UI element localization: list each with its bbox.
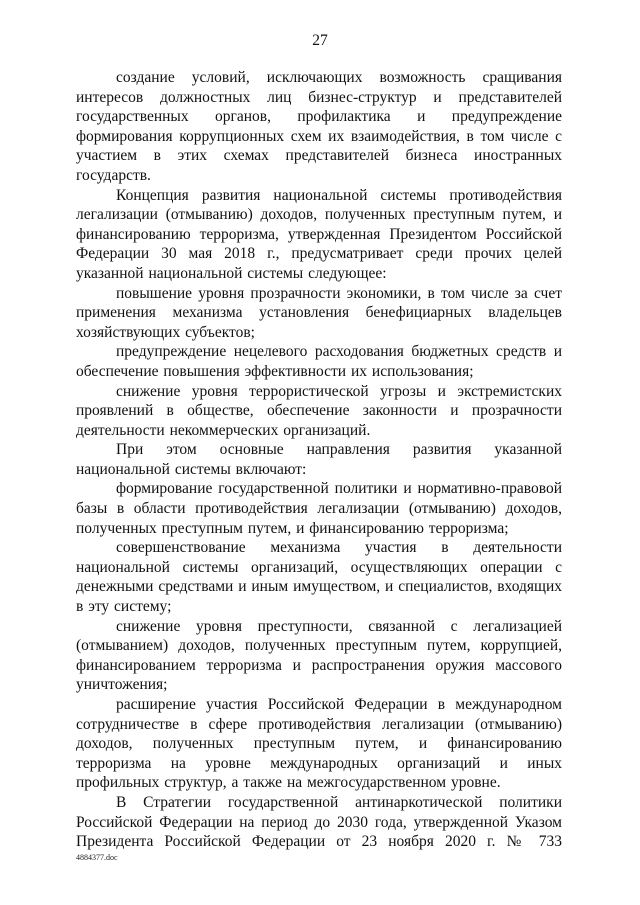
paragraph: расширение участия Российской Федерации в международном сотрудничестве в сфере противодействия легализации (отмыванию) доходов, полученных преступным путем, и финансированию терроризма на уровне международных организаций и иных профильных структур, а также на межгосударственном уровне. — [76, 696, 562, 792]
paragraph: снижение уровня террористической угрозы и экстремистских проявлений в обществе, обеспечение законности и прозрачности деятельности некоммерческих организаций. — [76, 382, 562, 439]
paragraph: В Стратегии государственной антинаркотической политики Российской Федерации на период до 2030 года, утвержденной Указом Президента Российской Федерации от 23 ноября 2020 г. № 733 — [76, 793, 562, 851]
paragraph: снижение уровня преступности, связанной с легализацией (отмыванием) доходов, полученных преступным путем, коррупцией, финансированием терроризма и распространения оружия массового уничтожения; — [76, 617, 562, 694]
paragraph: совершенствование механизма участия в деятельности национальной системы организаций, осуществляющих операции с денежными средствами и иным имуществом, и специалистов, входящих в эту систему; — [76, 539, 562, 616]
document-body — [76, 68, 562, 852]
page-number: 27 — [312, 32, 328, 49]
paragraph: формирование государственной политики и нормативно-правовой базы в области противодействия легализации (отмыванию) доходов, полученных преступным путем, и финансированию терроризма; — [76, 480, 562, 537]
paragraph: повышение уровня прозрачности экономики, в том числе за счет применения механизма установления бенефициарных владельцев хозяйствующих субъектов; — [76, 284, 562, 341]
footer-filename: 4884377.doc — [76, 853, 118, 862]
paragraph: предупреждение нецелевого расходования бюджетных средств и обеспечение повышения эффективности их использования; — [76, 343, 562, 380]
paragraph: Концепция развития национальной системы противодействия легализации (отмыванию) доходов, полученных преступным путем, и финансированию терроризма, утвержденная Президентом Российской Федерации 30 мая 2018 г., предусматривает среди прочих целей указанной национальной системы следующее: — [76, 186, 562, 282]
paragraph: создание условий, исключающих возможность сращивания интересов должностных лиц бизнес-структур и представителей государственных органов, профилактика и предупреждение формирования коррупционных схем их взаимодействия, в том числе с участием в этих схемах представителей бизнеса иностранных государств. — [76, 69, 562, 184]
paragraph: При этом основные направления развития указанной национальной системы включают: — [76, 441, 562, 478]
